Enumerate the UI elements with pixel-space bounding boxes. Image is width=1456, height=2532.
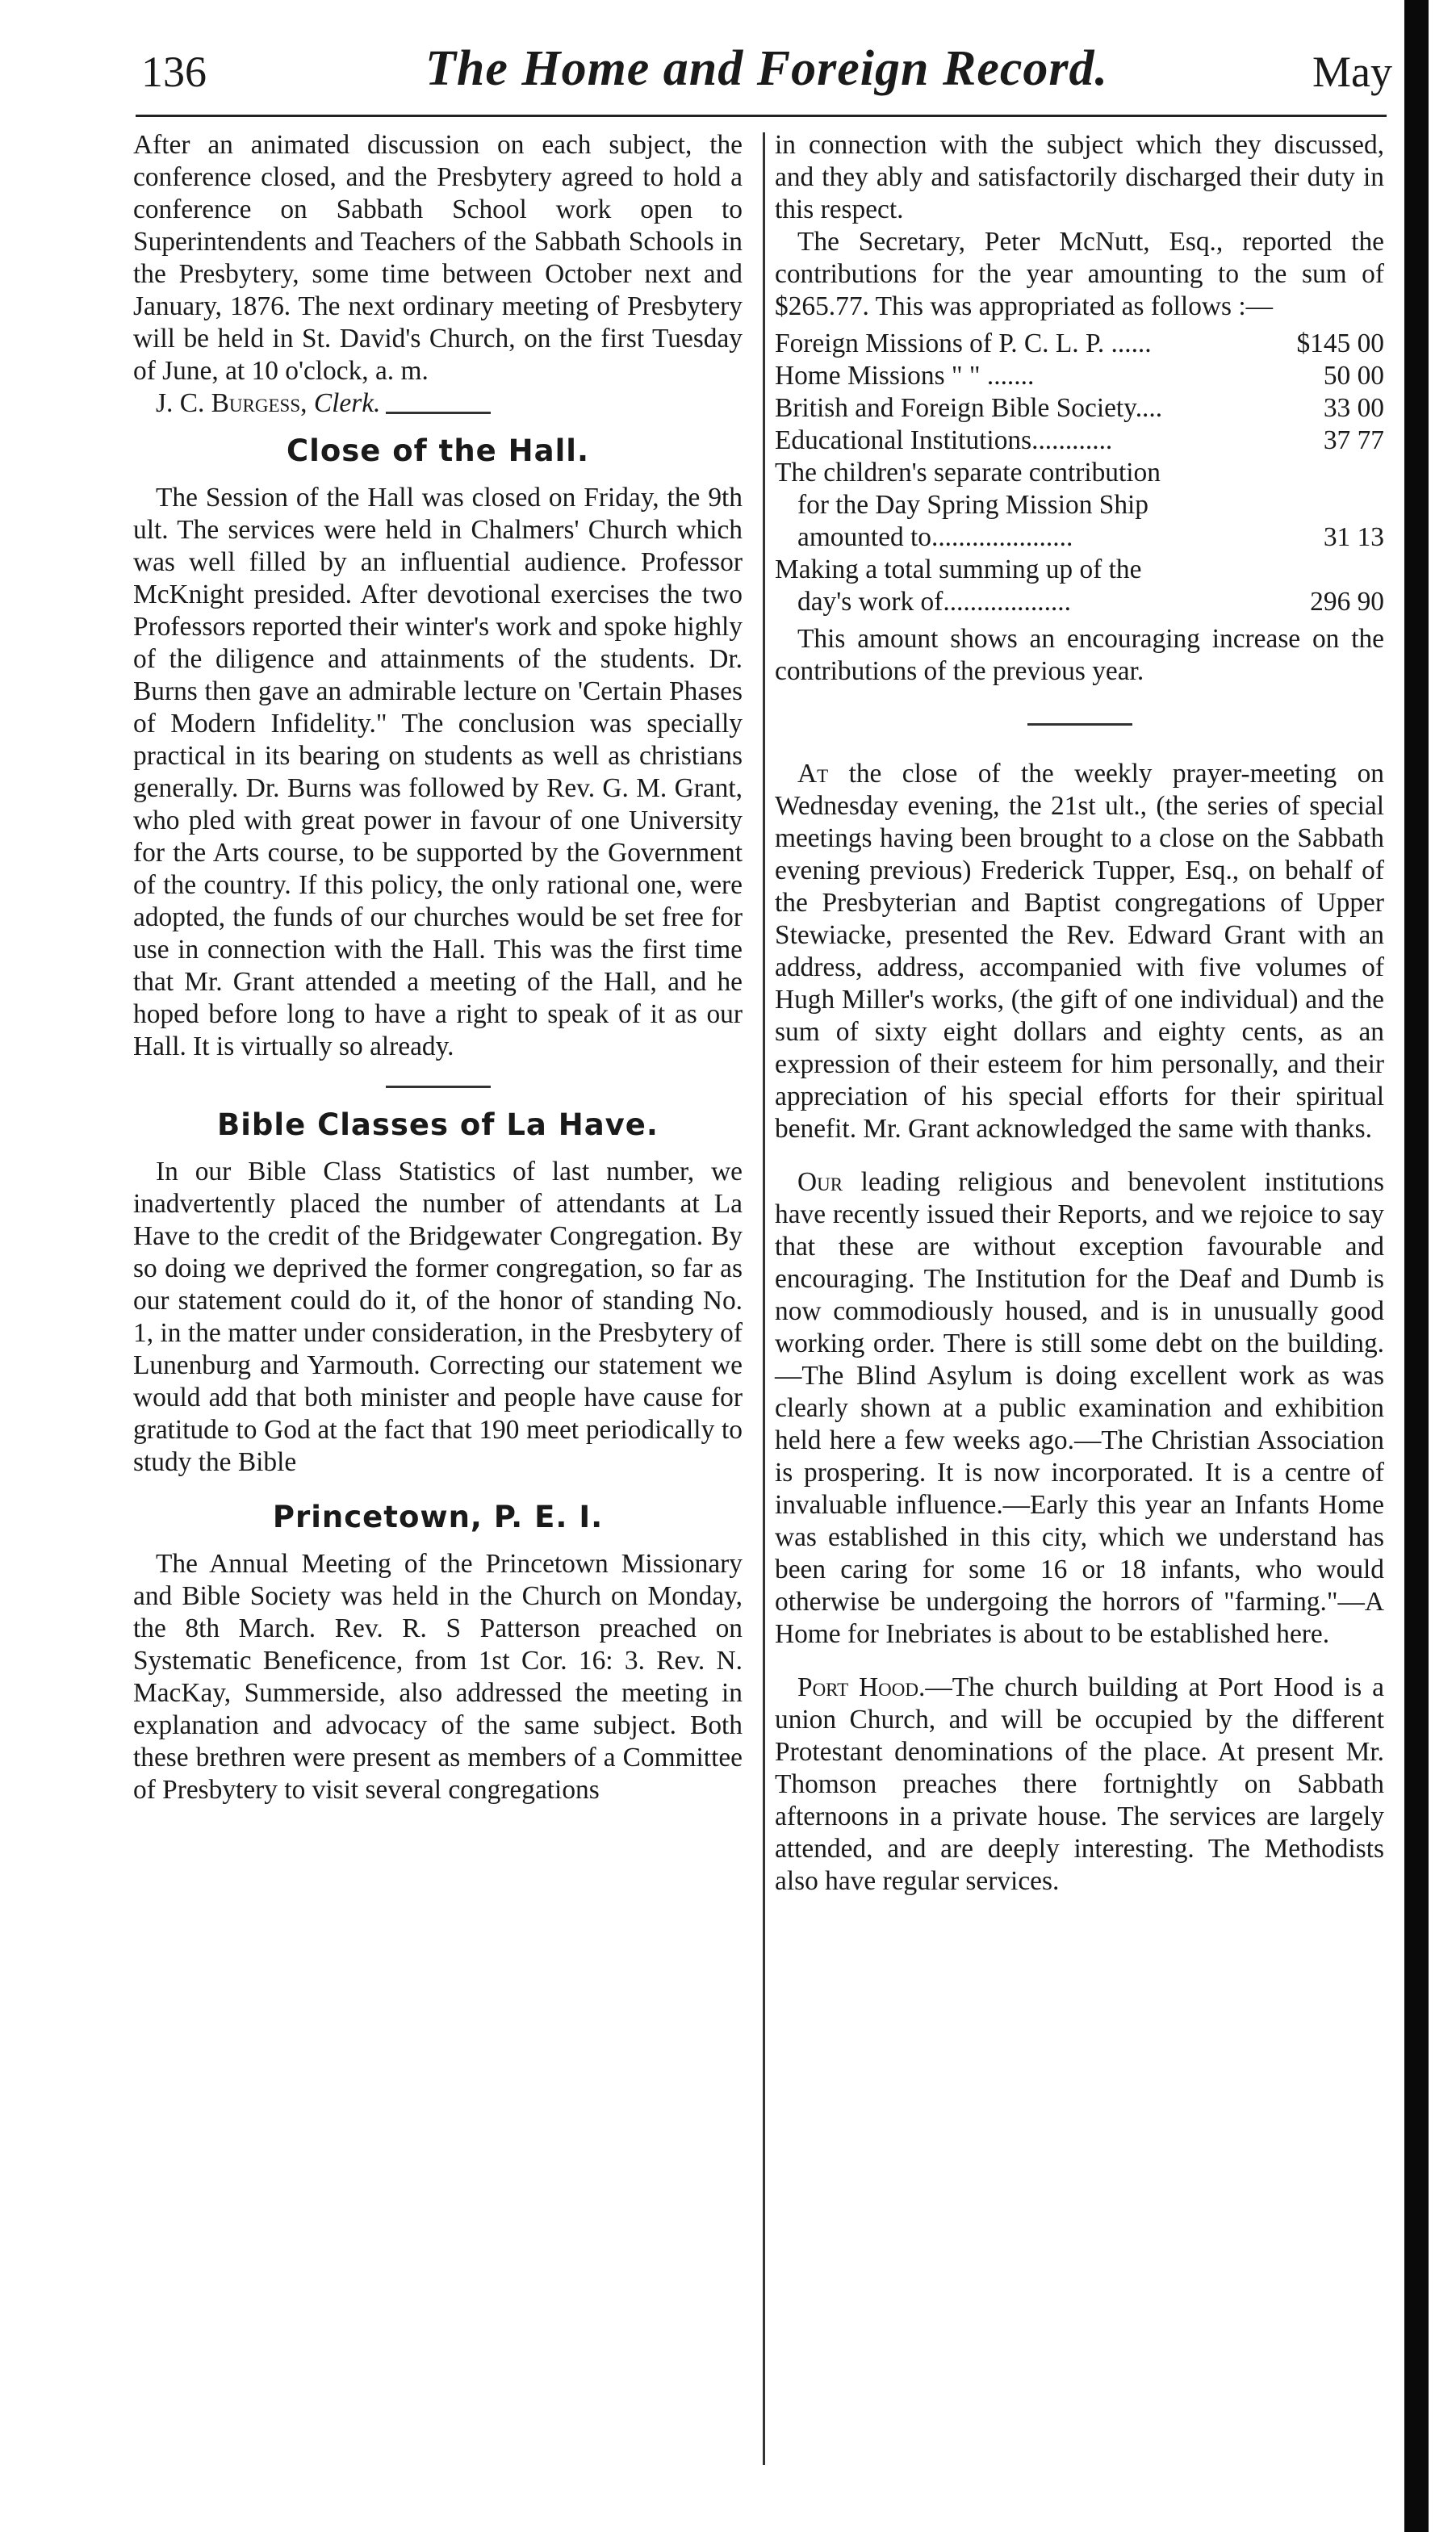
ledger-row [775, 328, 1384, 360]
left-column [133, 129, 743, 1806]
ledger-row [775, 521, 1384, 554]
ledger-row [775, 586, 1384, 618]
paragraph-close-of-hall: The Session of the Hall was closed on Friday, the 9th ult. The services were held in Chalmers' Church which was well filled by an influential audience. Professor McKnight presided. After devotional exercises the two Professors reported their winter's work and spoke highly of the diligence and attainments of the students. Dr. Burns then gave an admirable lecture on 'Certain Phases of Modern Infidelity." The conclusion was specially practical in its bearing on students as well as christians generally. Dr. Burns was followed by Rev. G. M. Grant, who pled with great power in favour of one University for the Arts course, to be supported by the Government of the country. If this policy, the only rational one, were adopted, the funds of our churches would be set free for use in connection with the Hall. This was the first time that Mr. Grant attended a meeting of the Hall, and he hoped before long to have a right to speak of it as our Hall. It is virtually so already. [133, 483, 743, 1061]
lead-word: Our [797, 1167, 843, 1197]
section-rule [386, 412, 491, 414]
lead-word: Port Hood. [797, 1672, 926, 1702]
ledger-label: British and Foreign Bible Society.... [775, 393, 1163, 423]
heading-close-of-hall: Close of the Hall. [286, 433, 589, 468]
paragraph-secretary: The Secretary, Peter McNutt, Esq., reported the contributions for the year amounting to the sum of $265.77. This was appropriated as follows :— [775, 227, 1384, 321]
ledger-row [775, 425, 1384, 457]
paragraph-port-hood [775, 1672, 1384, 1898]
ledger-amount: $145 00 [1296, 329, 1384, 358]
paragraph-continued: in connection with the subject which they discussed, and they ably and satisfactorily discharged their duty in this respect. [775, 130, 1384, 224]
spacer [775, 1145, 1384, 1166]
paragraph-princetown: The Annual Meeting of the Princetown Missionary and Bible Society was held in the Church on Monday, the 8th March. Rev. R. S Patterson preached on Systematic Beneficence, from 1st Cor. 16: 3. Rev. N. MacKay, Summerside, also addressed the meeting in explanation and advocacy of the same subject. Both these brethren were present as members of a Committee of Presbytery to visit several congregations [133, 1549, 743, 1805]
contributions-ledger [775, 328, 1384, 618]
section-rule [386, 1086, 491, 1088]
signature-role: Clerk. [313, 388, 381, 418]
header-rule [136, 115, 1387, 117]
ledger-amount: 50 00 [1323, 361, 1384, 391]
heading-bible-classes: Bible Classes of La Have. [217, 1107, 659, 1142]
ledger-amount: 33 00 [1323, 393, 1384, 423]
lead-word: At [797, 759, 829, 789]
paragraph-text: —The church building at Port Hood is a union Church, and will be occupied by the different Protestant denominations of the place. At present Mr. Thomson preaches there fortnightly on Sabbath afternoons in a private house. The services are largely attended, and are deeply interesting. The Methodists also have regular services. [775, 1672, 1384, 1896]
binding-shadow [1404, 0, 1429, 2532]
column-divider [763, 132, 765, 2465]
paragraph-institutions [775, 1166, 1384, 1651]
ledger-label: Educational Institutions............ [775, 425, 1113, 455]
signature-name: J. C. Burgess, [156, 388, 308, 418]
ledger-label: Home Missions " " ....... [775, 361, 1035, 391]
ledger-row [775, 489, 1384, 521]
paragraph-amount: This amount shows an encouraging increase on the contributions of the previous year. [775, 624, 1384, 686]
signature [133, 387, 743, 420]
ledger-label: The children's separate contribution [775, 458, 1161, 488]
page-header [141, 29, 1392, 118]
ledger-amount: 296 90 [1310, 587, 1384, 617]
paragraph-bible-classes: In our Bible Class Statistics of last number, we inadvertently placed the number of attendants at La Have to the credit of the Bridgewater Congregation. By so doing we deprived the former congregation, so far as our statement could do it, of the honor of standing No. 1, in the matter under consideration, in the Presbytery of Lunenburg and Yarmouth. Correcting our statement we would add that both minister and people have cause for gratitude to God at the fact that 190 meet periodically to study the Bible [133, 1157, 743, 1477]
heading-princetown: Princetown, P. E. I. [272, 1500, 604, 1534]
ledger-amount: 37 77 [1323, 425, 1384, 455]
page-number: 136 [141, 48, 207, 96]
ledger-label: Making a total summing up of the [775, 555, 1142, 584]
section-rule [1027, 723, 1132, 726]
ledger-label: amounted to..................... [797, 522, 1073, 552]
ledger-label: Foreign Missions of P. C. L. P. ...... [775, 329, 1152, 358]
ledger-row [775, 457, 1384, 489]
month-label: May [1312, 48, 1392, 96]
right-column [775, 129, 1384, 1898]
ledger-amount: 31 13 [1323, 522, 1384, 552]
ledger-label: for the Day Spring Mission Ship [797, 490, 1149, 520]
ledger-row [775, 392, 1384, 425]
running-title: The Home and Foreign Record. [425, 41, 1109, 96]
ledger-row [775, 554, 1384, 586]
ledger-label: day's work of................... [797, 587, 1071, 617]
intro-paragraph: After an animated discussion on each subject, the conference closed, and the Presbytery agreed to hold a conference on Sabbath School work open to Superintendents and Teachers of the Sabbath Schools in the Presbytery, some time between October next and January, 1876. The next ordinary meeting of Presbytery will be held in St. David's Church, on the first Tuesday of June, at 10 o'clock, a. m. [133, 130, 743, 386]
paragraph-text: leading religious and benevolent institutions have recently issued their Reports, and we rejoice to say that these are without exception favourable and encouraging. The Institution for the Deaf and Dumb is now commodiously housed, and is in unusually good working order. There is still some debt on the building.—The Blind Asylum is doing excellent work as was clearly shown at a public examination and exhibition held here a few weeks ago.—The Christian Association is prospering. It is now incorporated. It is a centre of invaluable influence.—Early this year an Infants Home was established in this city, which we understand has been caring for some 16 or 18 infants, who would otherwise be undergoing the horrors of "farming."—A Home for Inebriates is about to be established here. [775, 1167, 1384, 1649]
paragraph-text: the close of the weekly prayer-meeting on Wednesday evening, the 21st ult., (the series of special meetings having been brought to a close on the Sabbath evening previous) Frederick Tupper, Esq., on behalf of the Presbyterian and Baptist congregations of Upper Stewiacke, presented the Rev. Edward Grant with an address, address, accompanied with five volumes of Hugh Miller's works, (the gift of one individual) and the sum of sixty eight dollars and eighty cents, as an expression of their esteem for him personally, and their appreciation of his special efforts for their spiritual benefit. Mr. Grant acknowledged the same with thanks. [775, 759, 1384, 1144]
ledger-row [775, 360, 1384, 392]
paragraph-prayer-meeting [775, 758, 1384, 1145]
spacer [775, 1651, 1384, 1672]
